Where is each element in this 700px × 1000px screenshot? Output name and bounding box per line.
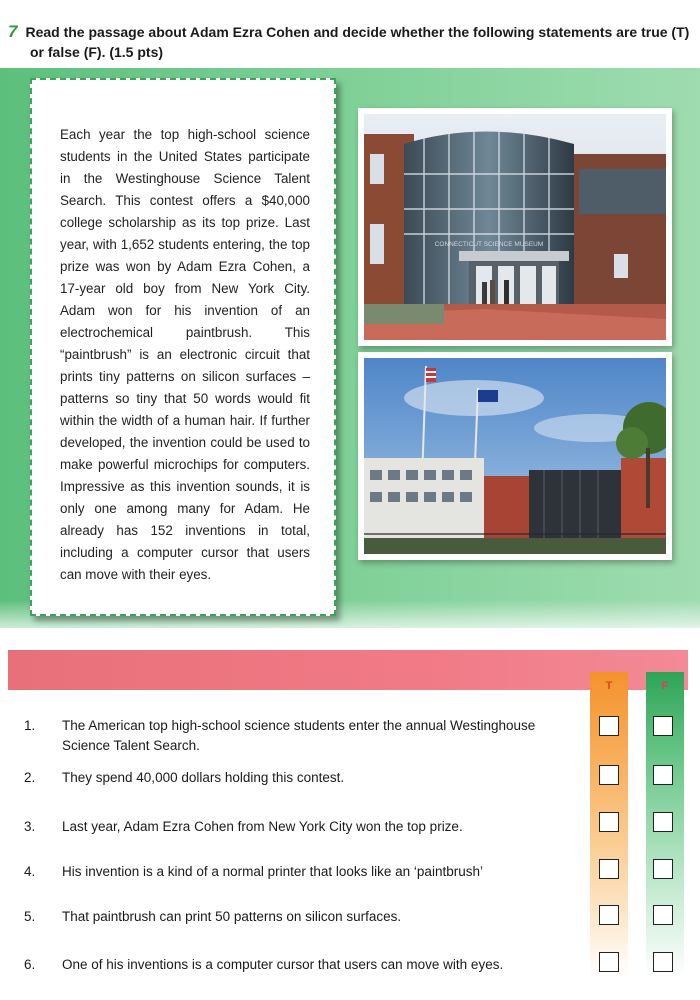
question-number: 6. <box>24 957 36 972</box>
question-number: 2. <box>24 770 36 785</box>
questions-header-band <box>8 650 688 690</box>
question-text: The American top high-school science students enter the annual Westinghouse Science Talent Search. <box>62 718 536 753</box>
question-text: They spend 40,000 dollars holding this contest. <box>62 770 345 785</box>
question-number: 5. <box>24 909 36 924</box>
question-4-false-checkbox[interactable] <box>653 859 673 879</box>
false-column-label: F <box>661 680 669 692</box>
question-3-false-checkbox[interactable] <box>653 812 673 832</box>
question-2-true-checkbox[interactable] <box>599 765 619 785</box>
question-text: His invention is a kind of a normal printer that looks like an ‘paintbrush’ <box>62 864 483 879</box>
exercise-number: 7 <box>8 22 18 41</box>
question-number: 4. <box>24 864 36 879</box>
question-1-true-checkbox[interactable] <box>599 716 619 736</box>
question-1-false-checkbox[interactable] <box>653 716 673 736</box>
instruction-line-2: or false (F). (1.5 pts) <box>30 44 164 60</box>
question-6-false-checkbox[interactable] <box>653 952 673 972</box>
question-4-true-checkbox[interactable] <box>599 859 619 879</box>
instruction-line-1: Read the passage about Adam Ezra Cohen and decide whether the following statements are true (T) <box>25 24 690 40</box>
question-text: One of his inventions is a computer cursor that users can move with eyes. <box>62 957 504 972</box>
question-2-false-checkbox[interactable] <box>653 765 673 785</box>
question-5-false-checkbox[interactable] <box>653 905 673 925</box>
exercise-instruction <box>8 22 692 62</box>
question-text: Last year, Adam Ezra Cohen from New York City won the top prize. <box>62 819 463 834</box>
building-entrance-photo <box>358 108 672 346</box>
question-5-true-checkbox[interactable] <box>599 905 619 925</box>
reading-passage-card <box>30 78 336 616</box>
question-6-true-checkbox[interactable] <box>599 952 619 972</box>
question-number: 3. <box>24 819 36 834</box>
school-flags-photo <box>358 352 672 560</box>
building-sign-text: CONNECTICUT SCIENCE MUSEUM <box>434 241 544 248</box>
reading-passage-text: Each year the top high-school science students in the United States participate in the Westinghouse Science Talent Search. This contest offers a $40,000 college scholarship as its top prize. Last year, with 1,652 students entering, the top prize was won by Adam Ezra Cohen, a 17-year old boy from New York City. Adam won for his invention of an electrochemical paintbrush. This “paintbrush” is an electronic circuit that prints tiny patterns on silicon surfaces – patterns so tiny that 50 words would fit within the width of a human hair. If further developed, the invention could be used to make powerful microchips for computers. Impressive as this invention sounds, it is only one among many for Adam. He already has 152 inventions in total, including a computer cursor that users can move with their eyes. <box>60 127 310 582</box>
question-3-true-checkbox[interactable] <box>599 812 619 832</box>
question-text: That paintbrush can print 50 patterns on silicon surfaces. <box>62 909 402 924</box>
true-column-label: T <box>605 680 613 692</box>
question-number: 1. <box>24 718 36 733</box>
